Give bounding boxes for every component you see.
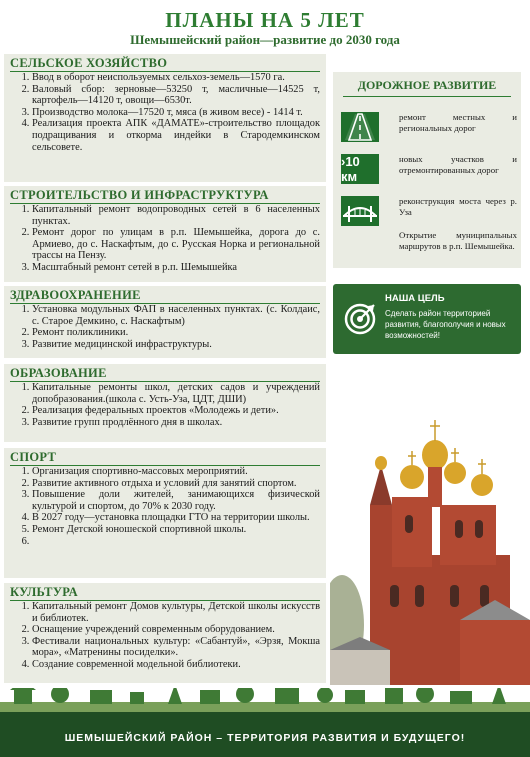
road-item-text: новых участков и отремонтированных дорог <box>399 154 517 175</box>
list-item: 3. Развитие групп продлённого дня в школах. <box>32 417 320 429</box>
section-title: СЕЛЬСКОЕ ХОЗЯЙСТВО <box>10 56 320 72</box>
target-icon <box>343 302 377 336</box>
section-title: КУЛЬТУРА <box>10 585 320 601</box>
list-item: 4. Реализация проекта АПК «ДАМАТЕ»-строительство площадок подращивания и откорма индейки в Стародемкинском сельсовете. <box>32 118 320 153</box>
section-title: СПОРТ <box>10 450 320 466</box>
list-item: 1. Капитальный ремонт Домов культуры, Детской школы искусств и библиотек. <box>32 601 320 624</box>
list-item: 1. Организация спортивно-массовых мероприятий. <box>32 466 320 478</box>
road-item-text: ремонт местных и региональных дорог <box>399 112 517 133</box>
list-item: 1. Установка модульных ФАП в населенных пунктах. (с. Колдаис, с. Старое Демкино, с. Наскафтым) <box>32 304 320 327</box>
section-agriculture <box>4 54 326 182</box>
goal-text: Сделать район территорией развития, благополучия и новых возможностей! <box>385 309 506 340</box>
list-item <box>32 536 320 548</box>
section-title: ОБРАЗОВАНИЕ <box>10 366 320 382</box>
road-panel <box>333 72 521 268</box>
list-item: 1. Капитальный ремонт водопроводных сетей в 6 населенных пунктах. <box>32 204 320 227</box>
footer-slogan: ШЕМЫШЕЙСКИЙ РАЙОН – ТЕРРИТОРИЯ РАЗВИТИЯ И БУДУЩЕГО! <box>64 732 466 744</box>
km-icon: ›10 км <box>341 154 379 184</box>
section-health <box>4 286 326 358</box>
list-item: 5. Ремонт Детской юношеской спортивной школы. <box>32 524 320 536</box>
section-title: СТРОИТЕЛЬСТВО И ИНФРАСТРУКТУРА <box>10 188 320 204</box>
list-item: 3. Масштабный ремонт сетей в р.п. Шемышейка <box>32 262 320 274</box>
road-title: ДОРОЖНОЕ РАЗВИТИЕ <box>357 78 497 92</box>
section-culture <box>4 583 326 683</box>
list-item: 2. Ремонт дорог по улицам в р.п. Шемышейка, дорога до с. Армиево, до с. Наскафтым, до с. Русская Норка и региональной трассы на Пензу. <box>32 227 320 262</box>
road-icon <box>341 112 379 142</box>
page-subtitle: Шемышейский район—развитие до 2030 года <box>130 32 400 47</box>
road-item-text: Открытие муниципальных маршрутов в р.п. Шемышейка. <box>399 230 517 251</box>
footer-band <box>0 688 530 757</box>
list-item: 3. Развитие медицинской инфраструктуры. <box>32 339 320 351</box>
divider <box>343 96 511 97</box>
list-item: 2. Развитие активного отдыха и условий для занятий спортом. <box>32 478 320 490</box>
list-item: 2. Ремонт поликлиники. <box>32 327 320 339</box>
road-item-text: реконструкция моста через р. Уза <box>399 196 517 217</box>
bridge-icon <box>341 196 379 226</box>
goal-banner <box>333 284 521 354</box>
section-title: ЗДРАВООХРАНЕНИЕ <box>10 288 320 304</box>
church-image <box>330 415 530 685</box>
list-item: 4. Создание современной модельной библиотеки. <box>32 659 320 671</box>
goal-title: НАША ЦЕЛЬ <box>385 293 445 304</box>
section-education <box>4 364 326 442</box>
list-item: 3. Повышение доли жителей, занимающихся физической культурой и спортом, до 70% к 2030 году. <box>32 489 320 512</box>
list-item: 1. Капитальные ремонты школ, детских садов и учреждений допобразования.(школа с. Усть-Уза, ЦДТ, ДШИ) <box>32 382 320 405</box>
section-construction <box>4 186 326 282</box>
list-item: 4. В 2027 году—установка площадки ГТО на территории школы. <box>32 512 320 524</box>
list-item: 3. Производство молока—17520 т, мяса (в живом весе) - 1414 т. <box>32 107 320 119</box>
list-item: 2. Реализация федеральных проектов «Молодежь и дети». <box>32 405 320 417</box>
list-item: 1. Ввод в оборот неиспользуемых сельхоз-земель—1570 га. <box>32 72 320 84</box>
list-item: 3. Фестивали национальных культур: «Сабантуй», «Эрзя, Мокша мора», «Матренины посиделки». <box>32 636 320 659</box>
list-item: 2. Оснащение учреждений современным оборудованием. <box>32 624 320 636</box>
section-sport <box>4 448 326 578</box>
list-item: 2. Валовый сбор: зерновые—53250 т, масличные—14525 т, картофель—14120 т, овощи—6530т. <box>32 84 320 107</box>
page-title: ПЛАНЫ НА 5 ЛЕТ <box>165 8 365 32</box>
